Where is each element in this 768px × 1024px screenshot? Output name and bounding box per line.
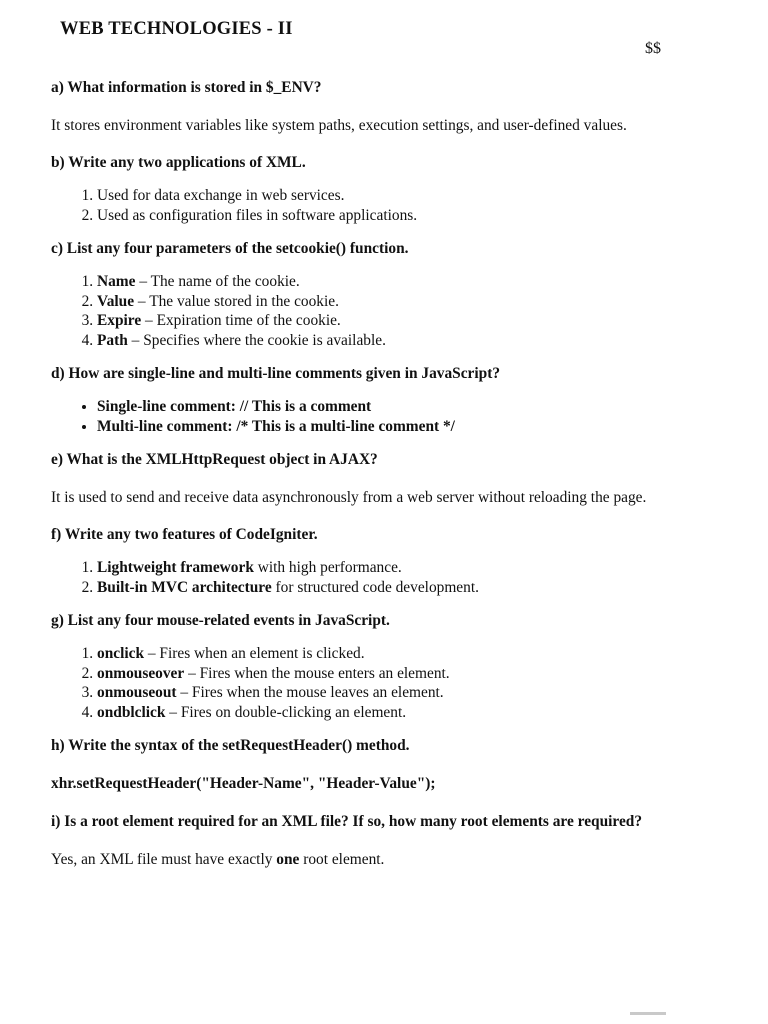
list-item: 1. Used for data exchange in web services. — [97, 186, 721, 206]
item-term: Built-in MVC architecture — [97, 578, 272, 596]
question-b: b) Write any two applications of XML. — [51, 154, 306, 171]
answer-i-text-end: root element. — [299, 851, 385, 868]
list-item: • Multi-line comment: /* This is a multi-line comment */ — [97, 417, 721, 437]
list-item — [97, 558, 721, 578]
item-desc: – Fires when the mouse leaves an element. — [176, 684, 444, 701]
item-term: onclick — [97, 645, 145, 662]
item-term: Name — [97, 273, 136, 290]
item-term: Path — [97, 331, 128, 349]
list-item — [97, 272, 721, 292]
footer-watermark — [630, 1012, 666, 1015]
item-term: ondblclick — [97, 703, 166, 721]
question-i: i) Is a root element required for an XML file? If so, how many root elements are required? — [51, 813, 643, 830]
item-term: Expire — [97, 312, 142, 329]
list-item — [97, 311, 721, 331]
list-item — [97, 644, 721, 664]
answer-i — [51, 850, 721, 869]
item-desc: with high performance. — [253, 559, 402, 576]
list-item — [97, 578, 721, 598]
item-term: onmouseout — [97, 684, 177, 701]
answer-c-list — [51, 272, 721, 350]
question-e: e) What is the XMLHttpRequest object in AJAX? — [51, 451, 378, 468]
answer-f-list — [51, 558, 721, 597]
document-body — [51, 78, 721, 869]
item-desc: – Fires on double-clicking an element. — [165, 703, 407, 721]
question-d: d) How are single-line and multi-line comments given in JavaScript? — [51, 365, 501, 382]
item-desc: – The name of the cookie. — [135, 273, 300, 290]
code-snippet: xhr.setRequestHeader("Header-Name", "Header-Value"); — [51, 775, 436, 792]
answer-b-list — [51, 186, 721, 225]
answer-a: It stores environment variables like system paths, execution settings, and user-defined values. — [51, 117, 627, 134]
answer-d-list — [51, 397, 721, 436]
page-marker: $$ — [645, 40, 661, 57]
list-item — [97, 292, 721, 312]
answer-g-list — [51, 644, 721, 722]
question-a: a) What information is stored in $_ENV? — [51, 79, 322, 96]
item-term: Lightweight framework — [97, 559, 254, 576]
document-title: WEB TECHNOLOGIES - II — [60, 19, 293, 39]
answer-i-text: Yes, an XML file must have exactly — [51, 851, 277, 868]
list-item — [97, 664, 721, 684]
list-item — [97, 683, 721, 703]
question-h: h) Write the syntax of the setRequestHeader() method. — [51, 737, 410, 754]
item-term: Value — [97, 292, 135, 310]
item-desc: – Specifies where the cookie is available. — [127, 331, 386, 349]
item-desc: – The value stored in the cookie. — [134, 292, 339, 310]
answer-e: It is used to send and receive data asynchronously from a web server without reloading the page. — [51, 489, 647, 506]
answer-i-emphasis: one — [276, 851, 300, 868]
item-desc: for structured code development. — [271, 578, 479, 596]
list-item: 2. Used as configuration files in software applications. — [97, 206, 721, 226]
list-item — [97, 331, 721, 351]
item-desc: – Fires when an element is clicked. — [144, 645, 365, 662]
item-desc: – Expiration time of the cookie. — [141, 312, 341, 329]
question-g: g) List any four mouse-related events in JavaScript. — [51, 612, 390, 629]
list-item: • Single-line comment: // This is a comment — [97, 397, 721, 417]
item-desc: – Fires when the mouse enters an element. — [184, 664, 450, 682]
list-item — [97, 703, 721, 723]
question-f: f) Write any two features of CodeIgniter. — [51, 526, 318, 543]
item-term: onmouseover — [97, 664, 185, 682]
question-c: c) List any four parameters of the setcookie() function. — [51, 240, 409, 257]
